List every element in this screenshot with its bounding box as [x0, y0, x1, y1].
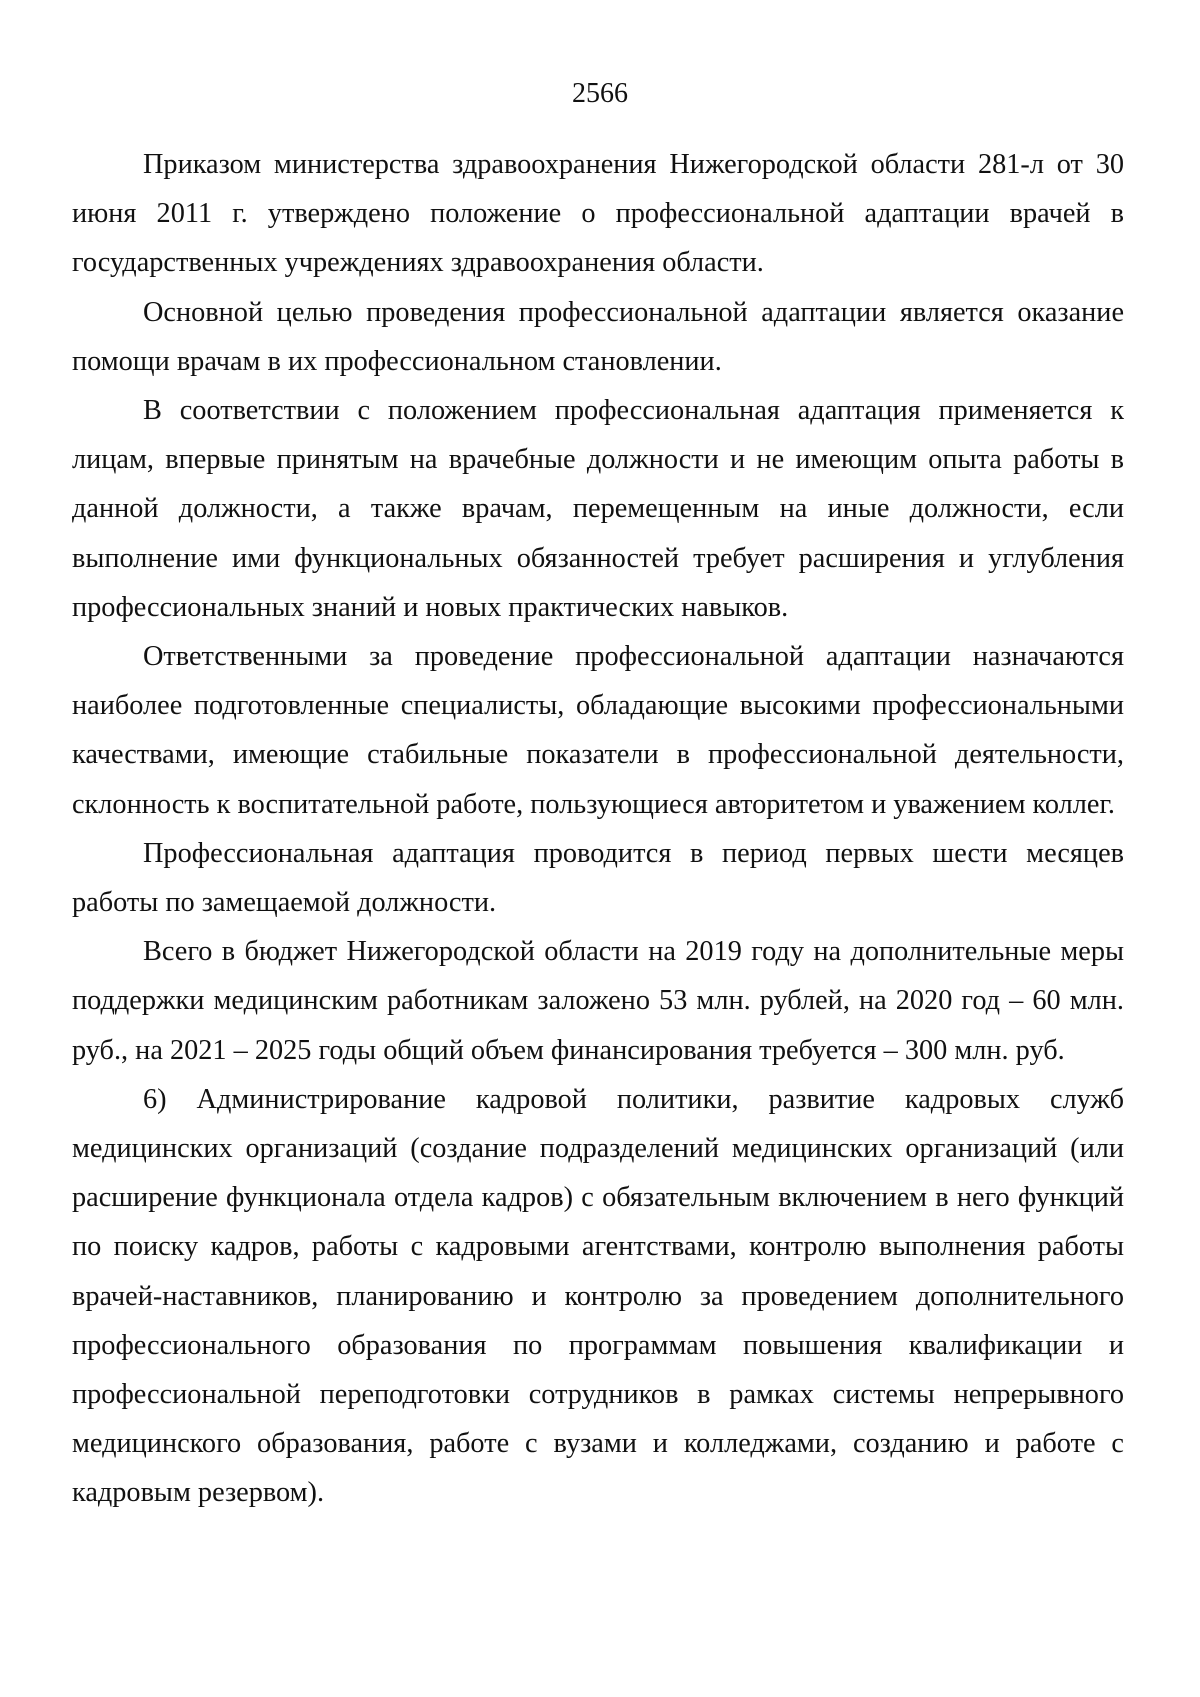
document-body	[72, 140, 1124, 1518]
paragraph-scope: В соответствии с положением профессиональная адаптация применяется к лицам, впервые принятым на врачебные должности и не имеющим опыта работы в данной должности, а также врачам, перемещенным на иные должности, если выполнение ими функциональных обязанностей требует расширения и углубления профессиональных знаний и новых практических навыков.	[72, 395, 1124, 623]
paragraph-period: Профессиональная адаптация проводится в период первых шести месяцев работы по замещаемой должности.	[72, 837, 1124, 919]
paragraph-hr-administration: 6) Администрирование кадровой политики, развитие кадровых служб медицинских организаций (создание подразделений медицинских организаций (или расширение функционала отдела кадров) с обязательным включением в него функций по поиску кадров, работы с кадровыми агентствами, контролю выполнения работы врачей-наставников, планированию и контролю за проведением дополнительного профессионального образования по программам повышения квалификации и профессиональной переподготовки сотрудников в рамках системы непрерывного медицинского образования, работе с вузами и колледжами, созданию и работе с кадровым резервом).	[72, 1083, 1124, 1509]
page-number: 2566	[572, 78, 628, 109]
paragraph-goal: Основной целью проведения профессиональной адаптации является оказание помощи врачам в их профессиональном становлении.	[72, 296, 1124, 377]
paragraph-order-281: Приказом министерства здравоохранения Нижегородской области 281-л от 30 июня 2011 г. утверждено положение о профессиональной адаптации врачей в государственных учреждениях здравоохранения области.	[72, 149, 1124, 279]
paragraph-responsible: Ответственными за проведение профессиональной адаптации назначаются наиболее подготовленные специалисты, обладающие высокими профессиональными качествами, имеющие стабильные показатели в профессиональной деятельности, склонность к воспитательной работе, пользующиеся авторитетом и уважением коллег.	[72, 641, 1124, 820]
paragraph-budget: Всего в бюджет Нижегородской области на 2019 году на дополнительные меры поддержки медицинским работникам заложено 53 млн. рублей, на 2020 год – 60 млн. руб., на 2021 – 2025 годы общий объем финансирования требуется – 300 млн. руб.	[72, 936, 1124, 1066]
